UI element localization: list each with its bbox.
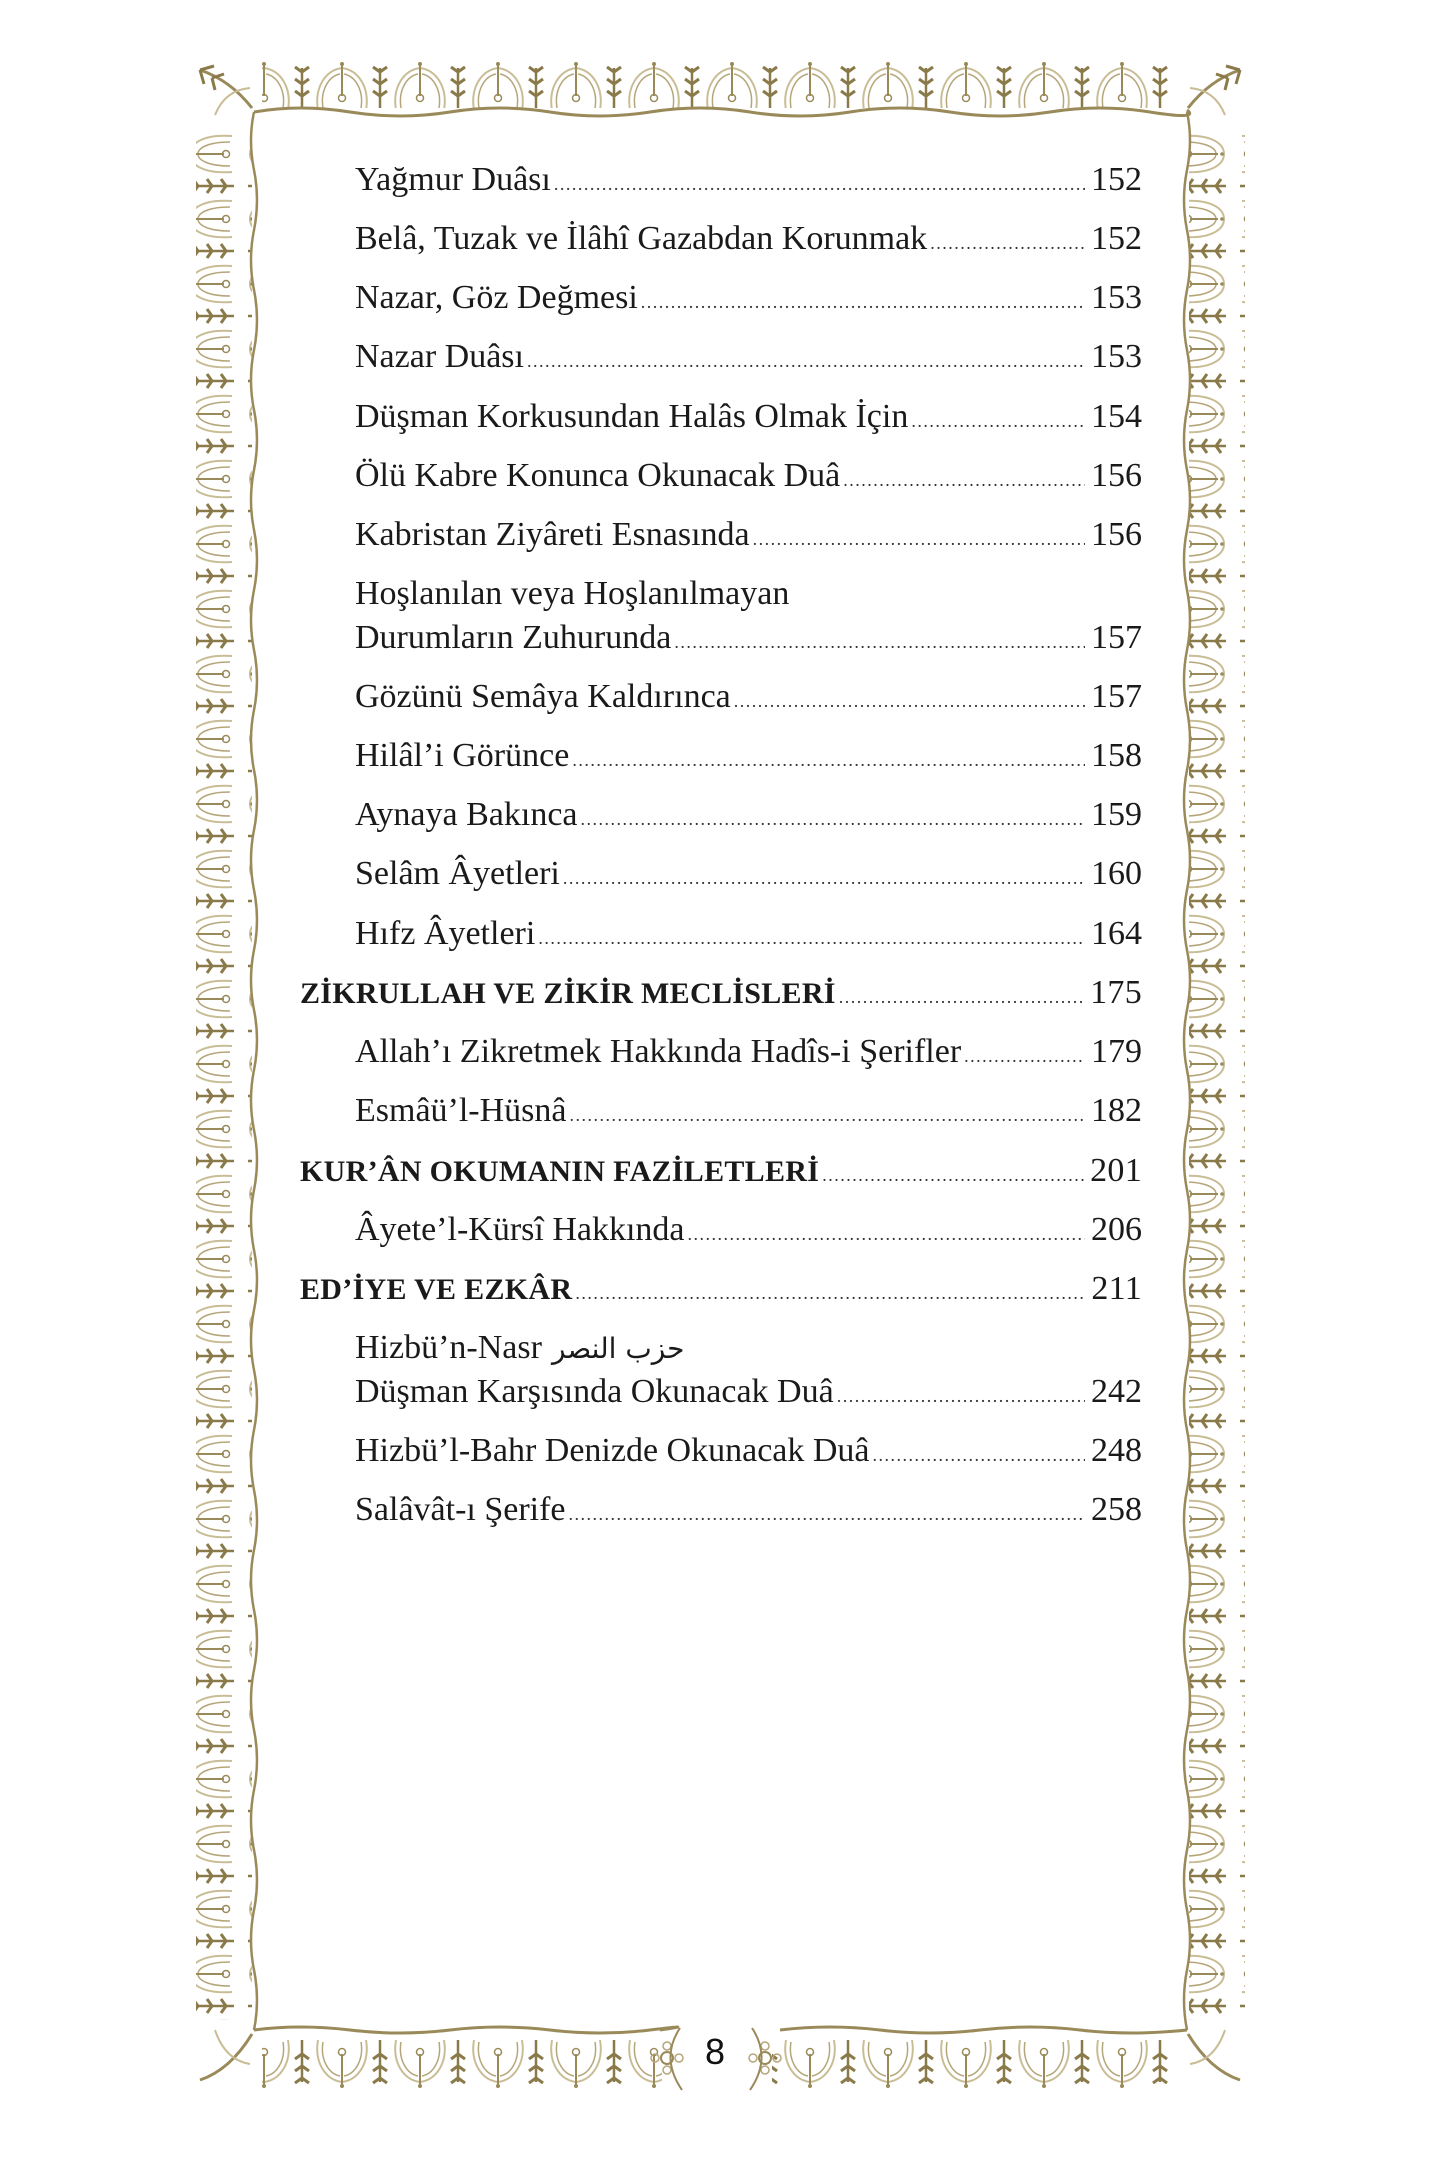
toc-entry-page: 160 <box>1091 855 1142 892</box>
dot-leader <box>843 458 1085 502</box>
toc-heading-title: KUR’ÂN OKUMANIN FAZİLETLERİ <box>300 1155 820 1188</box>
toc-entry-page: 175 <box>1090 974 1142 1011</box>
toc-entry-page: 157 <box>1091 619 1142 656</box>
toc-entry-page: 164 <box>1091 915 1142 952</box>
dot-leader <box>822 1153 1084 1197</box>
toc-entry-title: Kabristan Ziyâreti Esnasında <box>355 516 750 553</box>
toc-entry-page: 179 <box>1091 1033 1142 1070</box>
toc-entry-page: 154 <box>1091 398 1142 435</box>
dot-leader <box>572 738 1085 782</box>
toc-entry[interactable] <box>355 1030 1142 1074</box>
dot-leader <box>839 975 1084 1019</box>
toc-entry[interactable] <box>355 912 1142 956</box>
dot-leader <box>837 1374 1085 1418</box>
toc-entry-page: 156 <box>1091 516 1142 553</box>
toc-entry-title: Hıfz Âyetleri <box>355 915 536 952</box>
dot-leader <box>734 679 1085 723</box>
toc-entry-title: Belâ, Tuzak ve İlâhî Gazabdan Korunmak <box>355 220 928 257</box>
dot-leader <box>563 856 1085 900</box>
toc-entry-page: 206 <box>1091 1211 1142 1248</box>
dot-leader <box>554 162 1085 206</box>
toc-entry[interactable] <box>355 793 1142 837</box>
toc-entry[interactable] <box>355 1488 1142 1532</box>
corner-flourish-bottom-right <box>1188 2030 1240 2080</box>
toc-entry-title-latin: Hizbü’n-Nasr <box>355 1329 542 1366</box>
border-top-band <box>254 58 1190 116</box>
toc-entry-title: Aynaya Bakınca <box>355 796 578 833</box>
border-left-band <box>196 112 257 2030</box>
toc-entry-page: 242 <box>1091 1373 1142 1410</box>
border-right-band <box>1184 112 1245 2030</box>
corner-flourish-top-left <box>200 66 252 115</box>
dot-leader <box>538 916 1085 960</box>
dot-leader <box>688 1212 1085 1256</box>
toc-entry[interactable] <box>355 852 1142 896</box>
toc-section-heading[interactable] <box>300 1267 1142 1311</box>
toc-entry-page: 211 <box>1091 1270 1142 1307</box>
toc-entry[interactable] <box>355 675 1142 719</box>
toc-entry-title: Allah’ı Zikretmek Hakkında Hadîs-i Şerifler <box>355 1033 962 1070</box>
toc-entry-page: 153 <box>1091 338 1142 375</box>
toc-entry-title: Durumların Zuhurunda <box>355 619 672 656</box>
toc-entry-title: Salâvât-ı Şerife <box>355 1491 566 1528</box>
toc-entry-title: Nazar, Göz Değmesi <box>355 279 638 316</box>
toc-entry-title: Yağmur Duâsı <box>355 161 551 198</box>
corner-flourish-top-right <box>1188 66 1240 115</box>
dot-leader <box>964 1034 1085 1078</box>
toc-entry-title-line1: Hoşlanılan veya Hoşlanılmayan <box>355 575 790 612</box>
toc-entry-page: 182 <box>1091 1092 1142 1129</box>
toc-entry-title: Esmâü’l-Hüsnâ <box>355 1092 567 1129</box>
toc-heading-title: ZİKRULLAH VE ZİKİR MECLİSLERİ <box>300 977 836 1010</box>
toc-entry[interactable] <box>355 1429 1142 1473</box>
dot-leader <box>570 1093 1085 1137</box>
toc-entry-page: 156 <box>1091 457 1142 494</box>
toc-entry[interactable] <box>355 454 1142 498</box>
dot-leader <box>911 399 1085 443</box>
toc-entry[interactable] <box>355 513 1142 557</box>
toc-entry-page: 258 <box>1091 1491 1142 1528</box>
dot-leader <box>873 1433 1085 1477</box>
toc-entry[interactable] <box>355 158 1142 202</box>
toc-entry[interactable] <box>355 335 1142 379</box>
toc-entry[interactable] <box>355 395 1142 439</box>
dot-leader <box>575 1271 1085 1315</box>
toc-entry-page: 201 <box>1090 1152 1142 1189</box>
dot-leader <box>930 221 1085 265</box>
dot-leader <box>641 280 1085 324</box>
toc-section-heading[interactable] <box>300 1149 1142 1193</box>
toc-entry-page: 153 <box>1091 279 1142 316</box>
toc-entry[interactable] <box>355 1089 1142 1133</box>
toc-entry-page: 152 <box>1091 161 1142 198</box>
toc-entry-title: Nazar Duâsı <box>355 338 524 375</box>
toc-entry[interactable] <box>355 217 1142 261</box>
dot-leader <box>527 339 1085 383</box>
toc-entry-page: 157 <box>1091 678 1142 715</box>
toc-entry[interactable] <box>355 276 1142 320</box>
toc-heading-title: ED’İYE VE EZKÂR <box>300 1273 573 1306</box>
toc-entry-title: Gözünü Semâya Kaldırınca <box>355 678 731 715</box>
toc-section-heading[interactable] <box>300 971 1142 1015</box>
dot-leader <box>569 1492 1085 1536</box>
toc-entry-title-arabic: حزب النصر <box>551 1332 685 1365</box>
toc-entry[interactable] <box>355 1370 1142 1414</box>
toc-entry-title: Âyete’l-Kürsî Hakkında <box>355 1211 685 1248</box>
toc-entry-title-line1 <box>355 1326 684 1371</box>
toc-entry-page: 248 <box>1091 1432 1142 1469</box>
toc-entry-page: 158 <box>1091 737 1142 774</box>
toc-entry-title: Hizbü’l-Bahr Denizde Okunacak Duâ <box>355 1432 870 1469</box>
toc-entry-title: Düşman Karşısında Okunacak Duâ <box>355 1373 834 1410</box>
toc-entry-title: Ölü Kabre Konunca Okunacak Duâ <box>355 457 841 494</box>
toc-entry-page: 152 <box>1091 220 1142 257</box>
page-number: 8 <box>704 2031 726 2072</box>
toc-entry[interactable] <box>355 734 1142 778</box>
toc-entry-title: Selâm Âyetleri <box>355 855 560 892</box>
toc-entry-title: Düşman Korkusundan Halâs Olmak İçin <box>355 398 909 435</box>
corner-flourish-bottom-left <box>200 2030 252 2080</box>
dot-leader <box>581 797 1085 841</box>
toc-entry-title: Hilâl’i Görünce <box>355 737 570 774</box>
toc-entry-page: 159 <box>1091 796 1142 833</box>
dot-leader <box>753 517 1085 561</box>
toc-entry[interactable] <box>355 616 1142 660</box>
toc-entry[interactable] <box>355 1208 1142 1252</box>
dot-leader <box>674 620 1085 664</box>
